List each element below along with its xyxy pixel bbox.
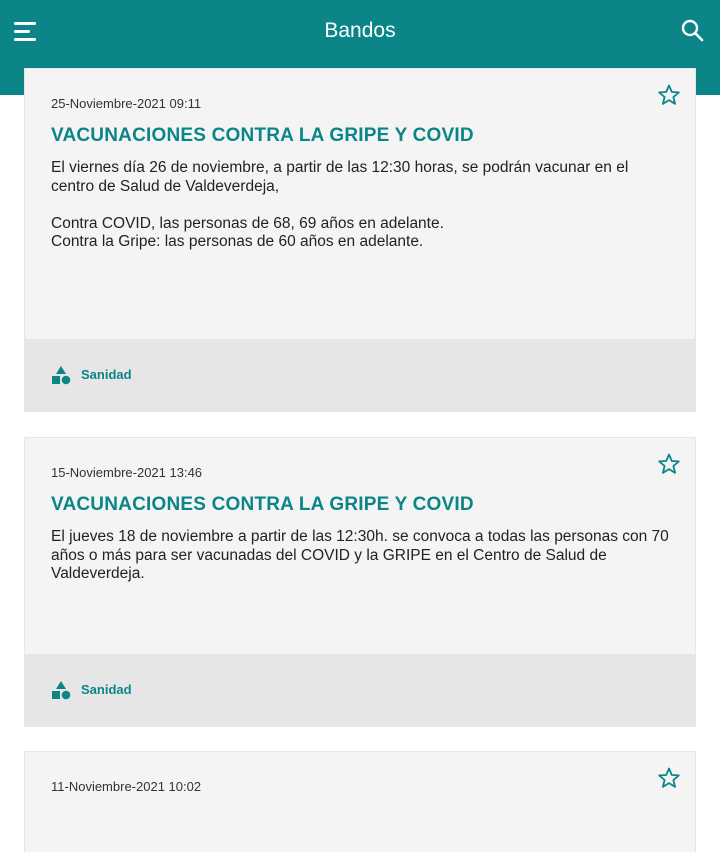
post-date: 15-Noviembre-2021 13:46	[51, 465, 203, 480]
star-icon	[657, 766, 681, 790]
star-icon	[657, 452, 681, 476]
page-title: Bandos	[324, 19, 396, 42]
favorite-button[interactable]	[657, 766, 681, 790]
post-title: VACUNACIONES CONTRA LA GRIPE Y COVID	[51, 494, 474, 515]
post-body: El viernes día 26 de noviembre, a partir de las 12:30 horas, se podrán vacunar en el centro de Salud de Valdeverdeja, Contra COVID, las personas de 68, 69 años en adelante. Contra la Gripe: las personas de 60 años en adelante.	[51, 159, 629, 250]
category-label: Sanidad	[81, 367, 132, 382]
post-category-bar[interactable]	[25, 654, 695, 726]
star-icon	[657, 83, 681, 107]
bando-card[interactable]	[25, 752, 695, 852]
post-title: VACUNACIONES CONTRA LA GRIPE Y COVID	[51, 125, 474, 146]
post-body: El jueves 18 de noviembre a partir de las 12:30h. se convoca a todas las personas con 70 años o más para ser vacunadas del COVID y la GRIPE en el Centro de Salud de Valdeverdeja.	[51, 528, 669, 582]
category-label: Sanidad	[81, 682, 132, 697]
favorite-button[interactable]	[657, 452, 681, 476]
shapes-icon	[51, 680, 71, 700]
bando-card[interactable]	[25, 438, 695, 726]
bando-card[interactable]	[25, 69, 695, 411]
post-date: 11-Noviembre-2021 10:02	[51, 779, 202, 794]
post-category-bar[interactable]	[25, 339, 695, 411]
post-date: 25-Noviembre-2021 09:11	[51, 96, 202, 111]
shapes-icon	[51, 365, 71, 385]
favorite-button[interactable]	[657, 83, 681, 107]
